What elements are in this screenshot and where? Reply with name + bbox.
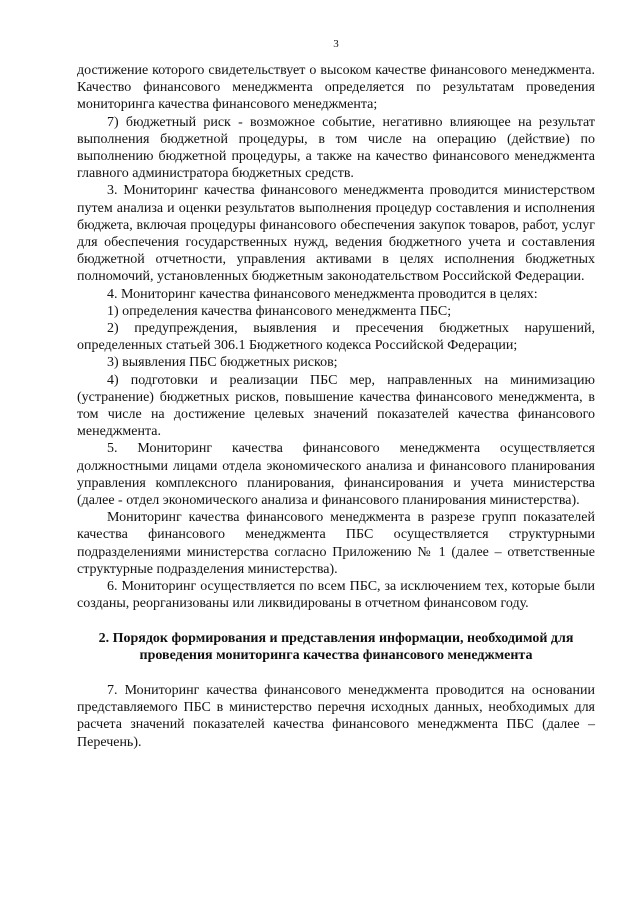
paragraph: 3. Мониторинг качества финансового менеджмента проводится министерством путем анализа и оценки результатов выполнения процедур составления и исполнения бюджета, включая процедуры финансового обеспечения закупок товаров, работ, услуг для обеспечения государственных нужд, ведения бюджетного учета и составления бюджетной отчетности, управления активами в целях исполнения бюджетных полномочий, установленных бюджетным законодательством Российской Федерации. — [77, 183, 595, 285]
document-body — [77, 62, 595, 751]
list-item: 4) подготовки и реализации ПБС мер, направленных на минимизацию (устранение) бюджетных рисков, повышение качества финансового менеджмента, в том числе на достижение целевых значений показателей качества финансового менеджмента. — [77, 372, 595, 440]
list-item: 1) определения качества финансового менеджмента ПБС; — [107, 303, 452, 319]
list-item: 3) выявления ПБС бюджетных рисков; — [107, 355, 338, 371]
paragraph: 7. Мониторинг качества финансового менеджмента проводится на основании представляемого ПБС в министерство перечня исходных данных, необходимых для расчета значений показателей качества финансового менеджмента ПБС (далее – Перечень). — [77, 682, 595, 750]
paragraph: Мониторинг качества финансового менеджмента в разрезе групп показателей качества финансового менеджмента ПБС осуществляется структурными подразделениями министерства согласно Приложению № 1 (далее – ответственные структурные подразделения министерства). — [77, 510, 595, 577]
page-number: 3 — [333, 38, 339, 50]
paragraph: 7) бюджетный риск - возможное событие, негативно влияющее на результат выполнения бюджетной процедуры, в том числе на операцию (действие) по выполнению бюджетной процедуры, а также на качество финансового менеджмента главного администратора бюджетных средств. — [77, 114, 595, 182]
paragraph: 6. Мониторинг осуществляется по всем ПБС, за исключением тех, которые были созданы, реорганизованы или ликвидированы в отчетном финансовом году. — [77, 579, 595, 612]
paragraph: 5. Мониторинг качества финансового менеджмента осуществляется должностными лицами отдела экономического анализа и финансового планирования управления комплексного планирования, финансирования и учета министерства (далее - отдел экономического анализа и финансового планирования министерства). — [77, 441, 595, 509]
paragraph: достижение которого свидетельствует о высоком качестве финансового менеджмента. Качество финансового менеджмента определяется по результатам проведения мониторинга качества финансового менеджмента; — [77, 63, 595, 113]
list-item: 2) предупреждения, выявления и пресечения бюджетных нарушений, определенных статьей 306.1 Бюджетного кодекса Российской Федерации; — [77, 321, 595, 354]
section-heading: 2. Порядок формирования и представления информации, необходимой для проведения мониторинга качества финансового менеджмента — [98, 630, 574, 663]
paragraph: 4. Мониторинг качества финансового менеджмента проводится в целях: — [107, 286, 538, 302]
